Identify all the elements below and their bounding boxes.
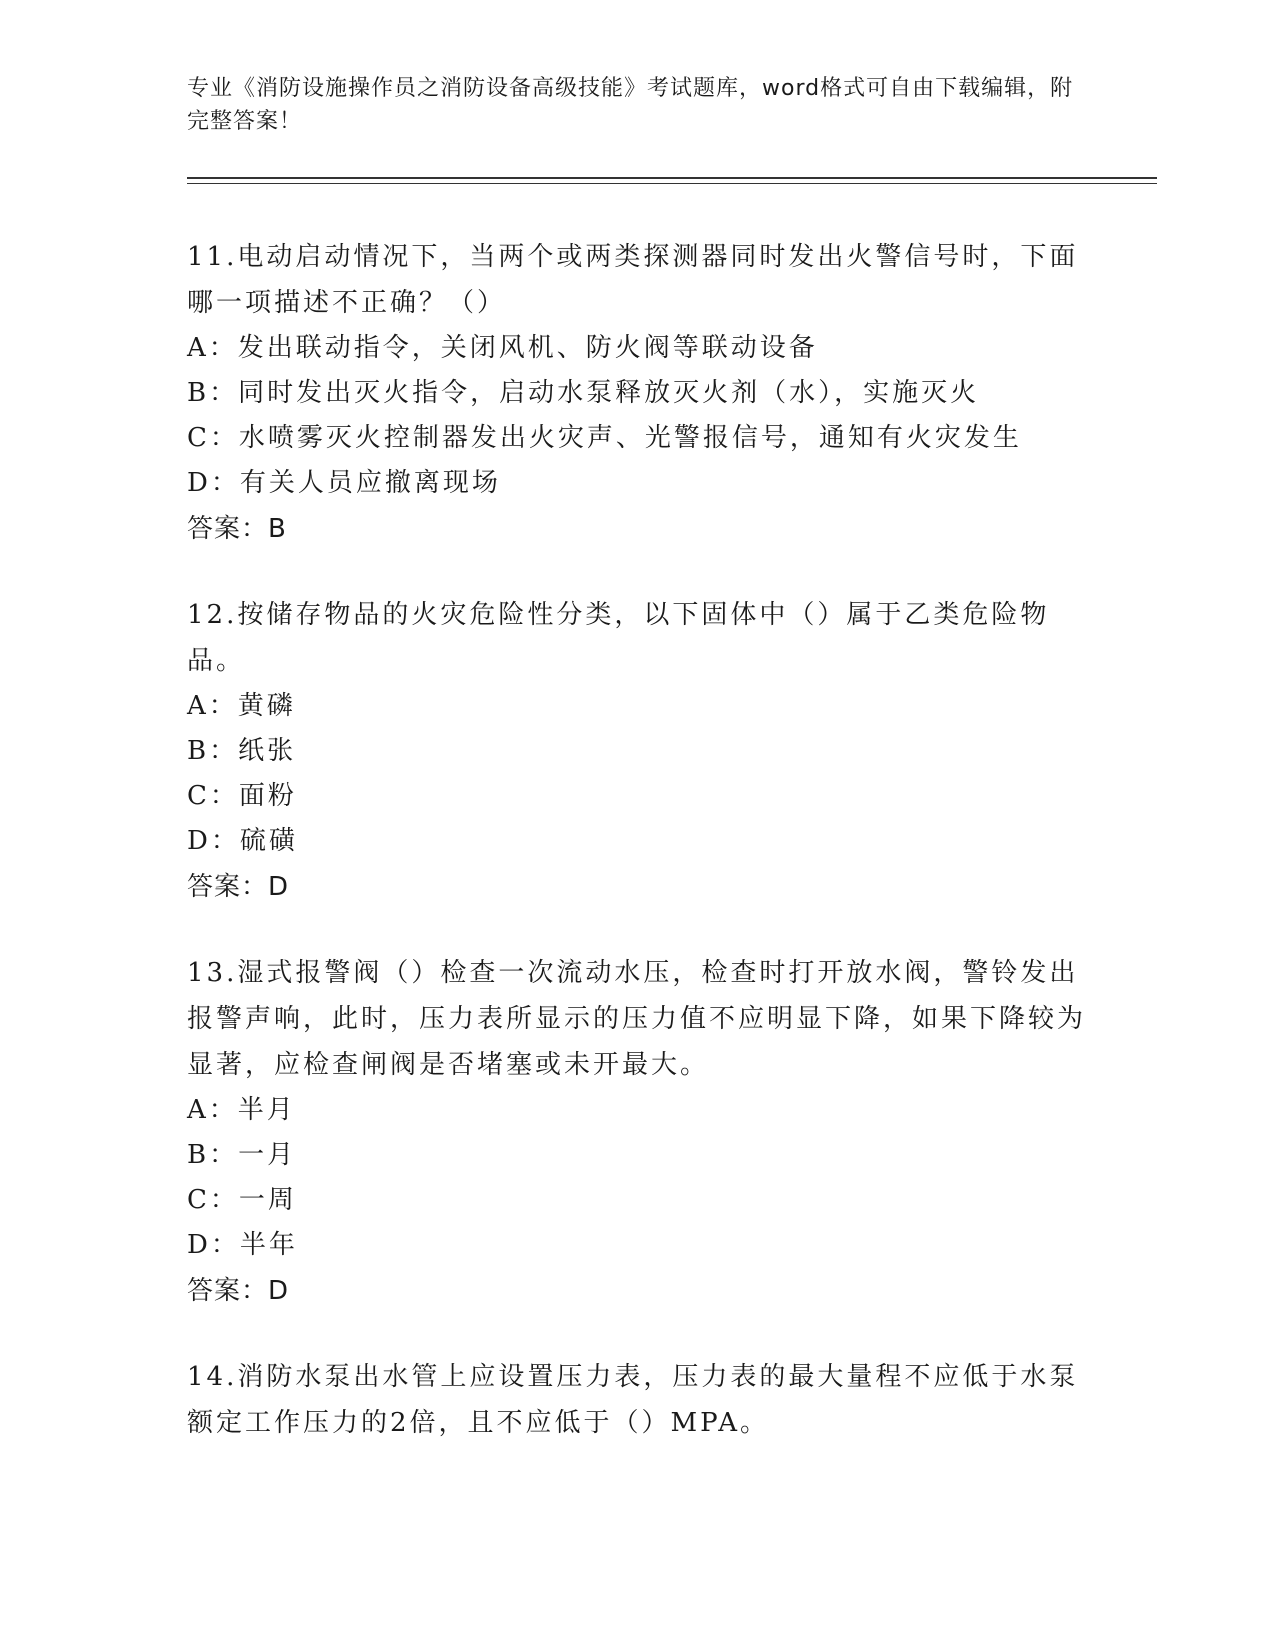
option-a: A：黄磷 <box>187 691 296 721</box>
question-11 <box>187 234 1087 552</box>
option-a: A：半月 <box>187 1095 296 1125</box>
document-header: 专业《消防设施操作员之消防设备高级技能》考试题库，word格式可自由下载编辑，附完整答案！ <box>187 76 1074 134</box>
question-text: 14.消防水泵出水管上应设置压力表，压力表的最大量程不应低于水泵额定工作压力的2倍，且不应低于（）MPA。 <box>187 1362 1079 1438</box>
question-13 <box>187 950 1087 1314</box>
question-text: 11.电动启动情况下，当两个或两类探测器同时发出火警信号时，下面哪一项描述不正确？（） <box>187 242 1079 318</box>
answer-label: 答案：B <box>187 514 287 544</box>
question-12 <box>187 592 1087 910</box>
option-d: D：半年 <box>187 1230 298 1260</box>
answer-label: 答案：D <box>187 1276 290 1306</box>
header-rule-thick <box>187 177 1157 179</box>
option-a: A：发出联动指令，关闭风机、防火阀等联动设备 <box>187 333 818 363</box>
option-c: C：水喷雾灭火控制器发出火灾声、光警报信号，通知有火灾发生 <box>187 423 1022 453</box>
question-14 <box>187 1354 1087 1446</box>
option-b: B：同时发出灭火指令，启动水泵释放灭火剂（水），实施灭火 <box>187 378 980 408</box>
question-text: 12.按储存物品的火灾危险性分类，以下固体中（）属于乙类危险物品。 <box>187 600 1050 676</box>
option-d: D：硫磺 <box>187 826 298 856</box>
question-list <box>187 234 1087 1486</box>
option-c: C：面粉 <box>187 781 297 811</box>
answer-label: 答案：D <box>187 872 290 902</box>
option-b: B：一月 <box>187 1140 297 1170</box>
option-b: B：纸张 <box>187 736 297 766</box>
option-d: D：有关人员应撤离现场 <box>187 468 501 498</box>
header-rule-thin <box>187 183 1157 184</box>
question-text: 13.湿式报警阀（）检查一次流动水压，检查时打开放水阀，警铃发出报警声响，此时，压力表所显示的压力值不应明显下降，如果下降较为显著，应检查闸阀是否堵塞或未开最大。 <box>187 958 1087 1080</box>
option-c: C：一周 <box>187 1185 297 1215</box>
